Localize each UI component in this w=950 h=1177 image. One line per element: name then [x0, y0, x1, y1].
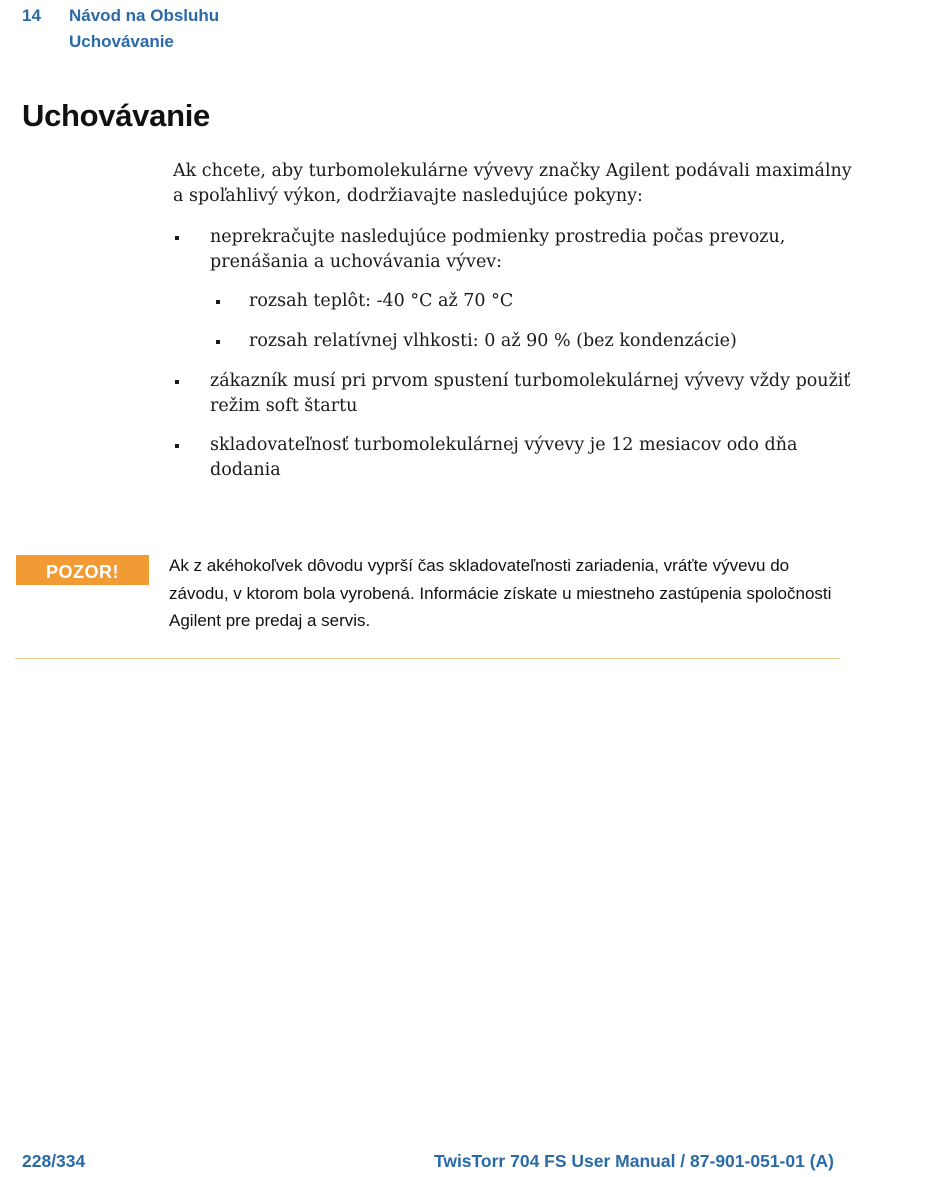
- list-item: [173, 433, 853, 483]
- page-title: Uchovávanie: [22, 98, 210, 133]
- running-header: [22, 3, 219, 55]
- sub-list: [210, 289, 853, 354]
- list-item-text: zákazník musí pri prvom spustení turbomolekulárnej vývevy vždy použiť režim soft štartu: [210, 371, 851, 416]
- list-item-text: rozsah relatívnej vlhkosti: 0 až 90 % (bez kondenzácie): [249, 331, 737, 351]
- manual-reference: TwisTorr 704 FS User Manual / 87-901-051-01 (A): [433, 1151, 834, 1171]
- section-divider: [15, 658, 840, 659]
- list-item-text: skladovateľnosť turbomolekulárnej vývevy je 12 mesiacov odo dňa dodania: [210, 435, 798, 480]
- list-item: [173, 225, 853, 354]
- list-item-text: neprekračujte nasledujúce podmienky prostredia počas prevozu, prenášania a uchovávania vývev:: [210, 227, 786, 272]
- bullet-icon: [216, 340, 220, 344]
- bullet-icon: [175, 380, 179, 384]
- caution-badge: POZOR!: [16, 555, 149, 585]
- bullet-icon: [175, 444, 179, 448]
- guideline-list: [173, 225, 853, 483]
- bullet-icon: [175, 236, 179, 240]
- chapter-title: Návod na Obsluhu: [69, 6, 220, 25]
- section-name: Uchovávanie: [69, 32, 174, 51]
- intro-paragraph: Ak chcete, aby turbomolekulárne vývevy značky Agilent podávali maximálny a spoľahlivý výkon, dodržiavajte nasledujúce pokyny:: [173, 161, 852, 206]
- body-content: [173, 159, 853, 497]
- list-item-text: rozsah teplôt: -40 °C až 70 °C: [249, 291, 514, 311]
- page-number: 228/334: [22, 1151, 86, 1171]
- list-item: [210, 329, 853, 354]
- bullet-icon: [216, 300, 220, 304]
- list-item: [210, 289, 853, 314]
- caution-text: Ak z akéhokoľvek dôvodu vyprší čas skladovateľnosti zariadenia, vráťte vývevu do závodu, v ktorom bola vyrobená. Informácie získate u miestneho zastúpenia spoločnosti Agilent pre predaj a servis.: [169, 556, 832, 630]
- chapter-number: 14: [22, 6, 41, 25]
- list-item: [173, 369, 853, 419]
